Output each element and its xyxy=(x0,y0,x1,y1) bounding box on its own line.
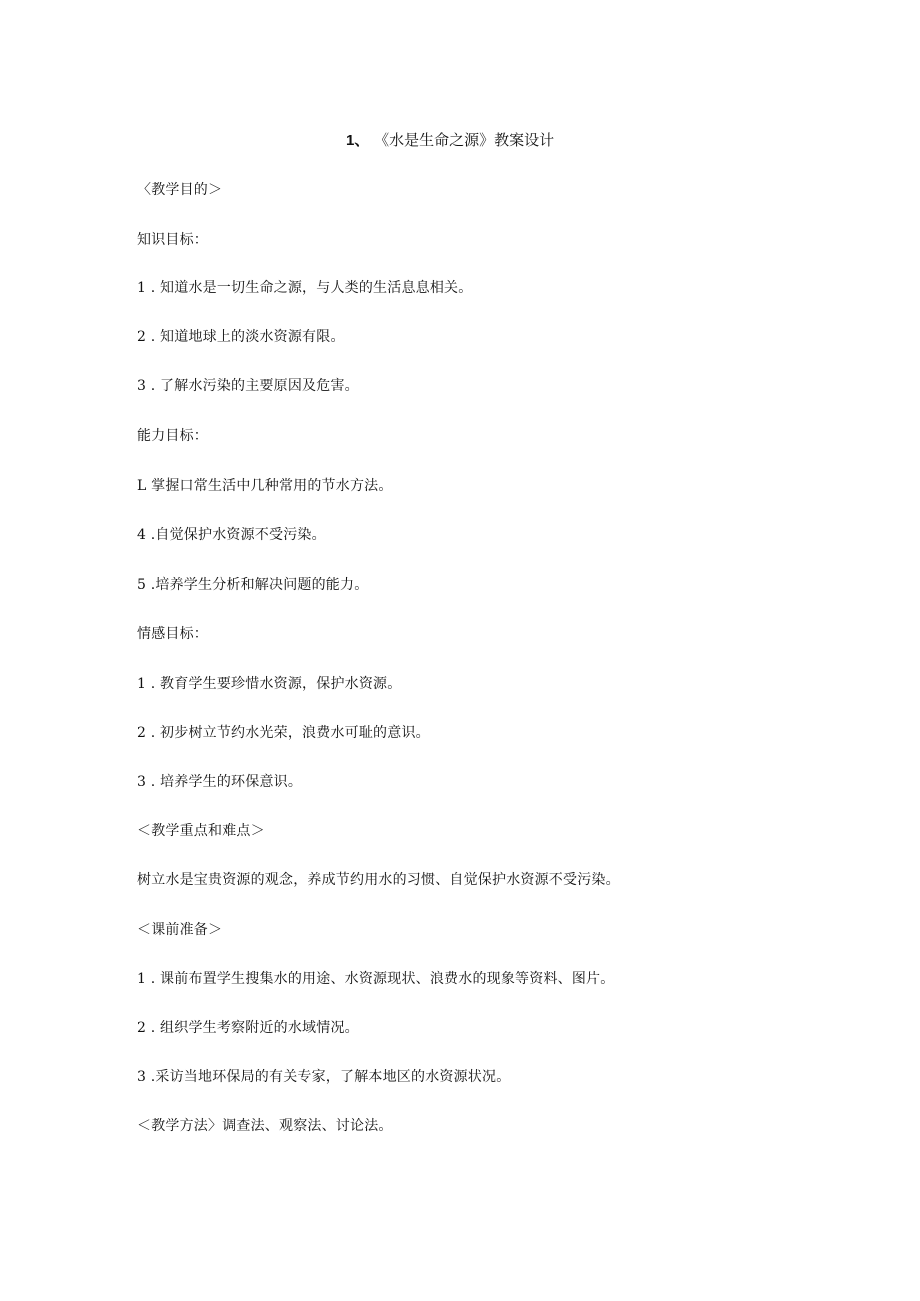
subheading-ability-goals: 能力目标： xyxy=(137,428,208,444)
paragraph: 树立水是宝贵资源的观念，养成节约用水的习惯、自觉保护水资源不受污染。 xyxy=(137,872,620,888)
section-heading-preparation: ＜课前准备＞ xyxy=(137,922,223,938)
section-heading-methods: ＜教学方法〉调查法、观察法、讨论法。 xyxy=(137,1118,393,1134)
list-item: 2 . 初步树立节约水光荣，浪费水可耻的意识。 xyxy=(137,725,430,741)
section-heading-key-points: ＜教学重点和难点＞ xyxy=(137,823,265,839)
list-item: 3 . 培养学生的环保意识。 xyxy=(137,774,303,790)
list-item: 1 . 教育学生要珍惜水资源，保护水资源。 xyxy=(137,676,402,692)
list-item: L 掌握口常生活中几种常用的节水方法。 xyxy=(137,478,393,494)
list-item: 1 . 课前布置学生搜集水的用途、水资源现状、浪费水的现象等资料、图片。 xyxy=(137,971,615,987)
list-item: 3 .采访当地环保局的有关专家，了解本地区的水资源状况。 xyxy=(137,1069,511,1085)
list-item: 2 . 组织学生考察附近的水域情况。 xyxy=(137,1020,359,1036)
list-item: 4 .自觉保护水资源不受污染。 xyxy=(137,527,326,543)
subheading-emotion-goals: 情感目标： xyxy=(137,626,208,642)
list-item: 5 .培养学生分析和解决问题的能力。 xyxy=(137,577,369,593)
list-item: 3 . 了解水污染的主要原因及危害。 xyxy=(137,378,359,394)
list-item: 2 . 知道地球上的淡水资源有限。 xyxy=(137,329,345,345)
title-number: 1、 xyxy=(346,132,370,149)
document-title xyxy=(346,130,554,151)
section-heading-objectives: 〈教学目的＞ xyxy=(137,182,223,198)
subheading-knowledge-goals: 知识目标： xyxy=(137,232,208,248)
list-item: 1 . 知道水是一切生命之源，与人类的生活息息相关。 xyxy=(137,280,473,296)
title-text: 《水是生命之源》教案设计 xyxy=(374,131,555,149)
